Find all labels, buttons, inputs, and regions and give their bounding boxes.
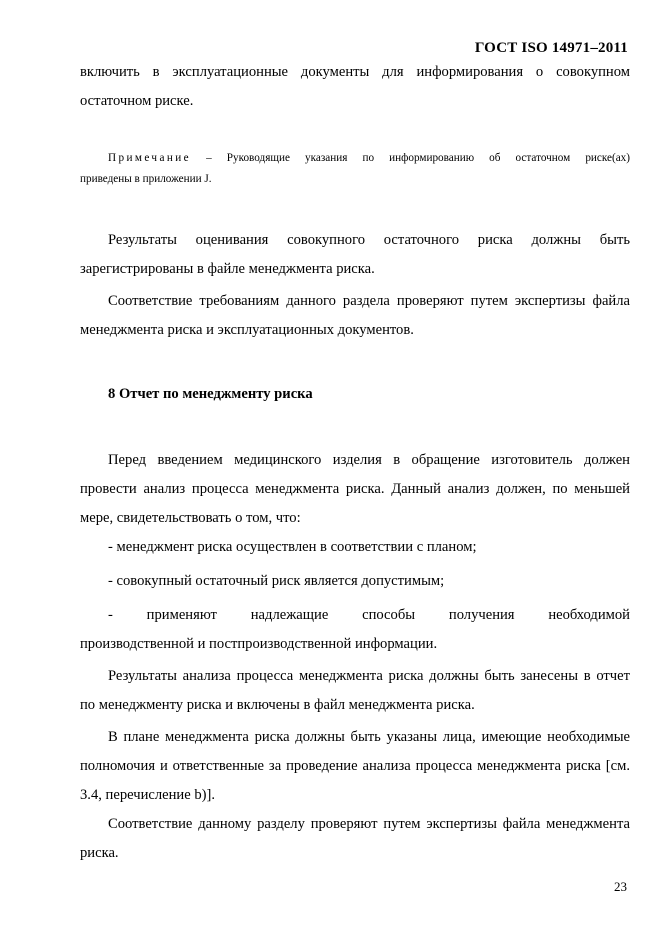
- section-heading: [108, 380, 608, 409]
- list-item-text: - менеджмент риска осуществлен в соответствии с планом;: [108, 539, 477, 555]
- paragraph-conformity: [80, 287, 630, 345]
- note-line-2: приведены в приложении J.: [80, 173, 212, 185]
- paragraph-analysis: [80, 446, 630, 533]
- paragraph-text: Соответствие требованиям данного раздела проверяют путем экспертизы файла менеджмента риска и эксплуатационных документов.: [80, 293, 630, 338]
- paragraph-text: В плане менеджмента риска должны быть указаны лица, имеющие необходимые полномочия и ответственные за проведение анализа процесса менеджмента риска [см. 3.4, перечисление b)].: [80, 729, 630, 803]
- note-label: Примечание: [108, 152, 191, 164]
- paragraph-line: остаточном риске.: [80, 93, 194, 109]
- paragraph-results: [80, 226, 630, 284]
- paragraph-line: включить в эксплуатационные документы для информирования о совокупном: [80, 64, 630, 80]
- list-item-line: производственной и постпроизводственной информации.: [80, 636, 438, 652]
- paragraph-text: Результаты оценивания совокупного остаточного риска должны быть зарегистрированы в файле менеджмента риска.: [80, 232, 630, 277]
- page-number: 23: [614, 879, 627, 894]
- paragraph-text: Результаты анализа процесса менеджмента риска должны быть занесены в отчет по менеджменту риска и включены в файл менеджмента риска.: [80, 668, 630, 713]
- paragraph-continued: [80, 58, 630, 116]
- section-title: 8 Отчет по менеджменту риска: [108, 386, 313, 402]
- list-item: [80, 567, 630, 596]
- note-text: – Руководящие указания по информированию об остаточном риске(ах): [190, 152, 630, 164]
- paragraph-report: [80, 662, 630, 720]
- list-item-line: - применяют надлежащие способы получения необходимой: [108, 607, 630, 623]
- note: [80, 148, 630, 190]
- note-line-1: [80, 148, 630, 169]
- paragraph-plan: [80, 723, 630, 810]
- list-item: [80, 601, 630, 659]
- paragraph-text: Соответствие данному разделу проверяют путем экспертизы файла менеджмента риска.: [80, 816, 630, 861]
- document-header: ГОСТ ISO 14971–2011: [474, 40, 628, 56]
- paragraph-final: [80, 810, 630, 868]
- paragraph-text: Перед введением медицинского изделия в обращение изготовитель должен провести анализ процесса менеджмента риска. Данный анализ должен, по меньшей мере, свидетельствовать о том, что:: [80, 452, 630, 526]
- list-item-text: - совокупный остаточный риск является допустимым;: [108, 573, 445, 589]
- list-item: [80, 533, 630, 562]
